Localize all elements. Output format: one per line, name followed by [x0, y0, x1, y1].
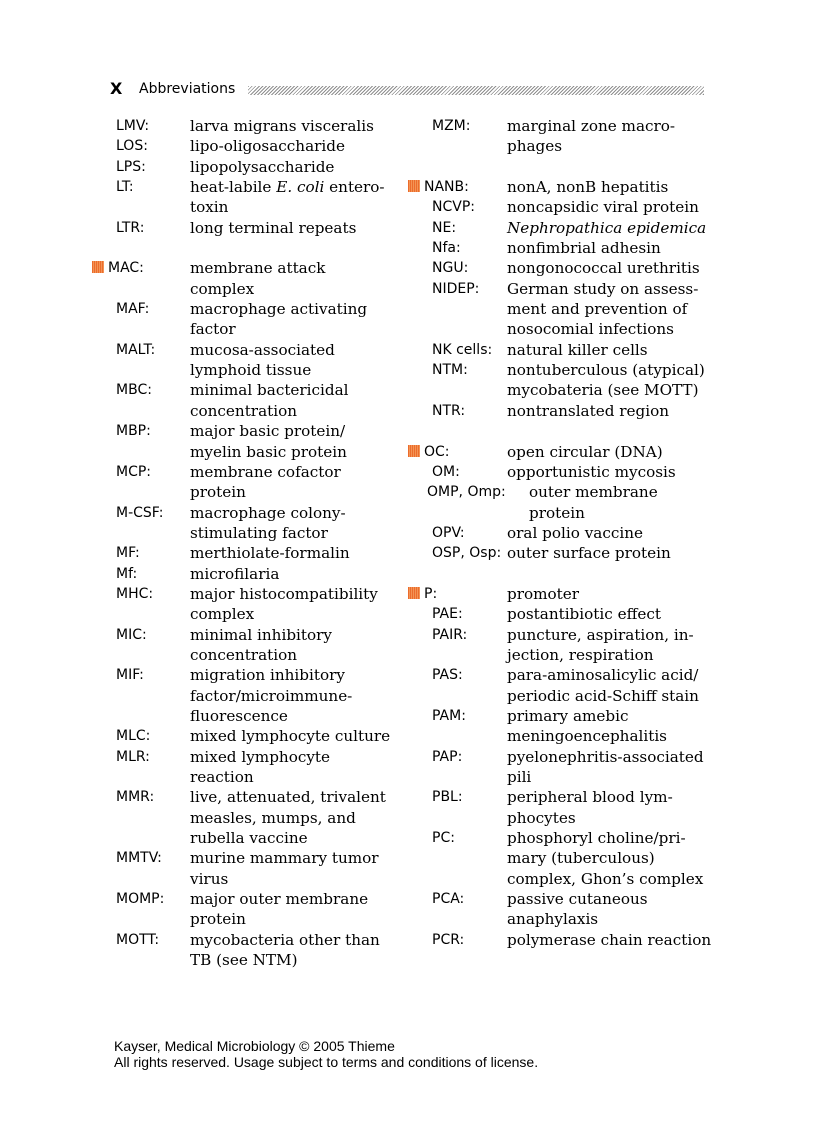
entry-om — [408, 462, 714, 482]
definition: live, attenuated, trivalent measles, mumps, and rubella vaccine — [190, 788, 386, 848]
left-column — [92, 116, 392, 970]
header-title: Abbreviations — [139, 81, 236, 97]
abbreviation: M-CSF: — [116, 504, 164, 521]
definition: promoter — [507, 584, 580, 603]
definition: German study on assess-ment and prevention of nosocomial infections — [507, 279, 699, 339]
definition: puncture, aspiration, in-jection, respiration — [507, 625, 694, 664]
entry-mac — [92, 258, 392, 299]
entry-nanb — [408, 177, 714, 197]
entry-mif — [92, 665, 392, 726]
abbreviation: MBP: — [116, 423, 151, 440]
footer-line-rights: All rights reserved. Usage subject to terms and conditions of license. — [114, 1054, 539, 1070]
definition: peripheral blood lym-phocytes — [507, 788, 673, 827]
abbreviation: MLC: — [116, 728, 151, 745]
definition: phosphoryl choline/pri-mary (tuberculous) complex, Ghon’s complex — [507, 829, 704, 888]
abbreviation — [408, 177, 469, 197]
abbreviation-text: OC: — [424, 443, 450, 460]
abbreviation: MMTV: — [116, 850, 162, 867]
abbreviation: MOMP: — [116, 891, 165, 908]
definition: membrane cofactor protein — [190, 462, 341, 502]
definition: lipopolysaccharide — [190, 157, 335, 176]
abbreviation: Nfa: — [432, 240, 461, 257]
abbreviation: LPS: — [116, 158, 146, 175]
definition: merthiolate-formalin — [190, 544, 350, 563]
definition: mixed lymphocyte reaction — [190, 747, 331, 786]
abbreviation: MAF: — [116, 301, 150, 318]
page-letter: X — [110, 79, 123, 98]
abbreviation: OMP, Omp: — [427, 484, 506, 501]
entry-pc — [408, 828, 714, 889]
abbreviation: NCVP: — [432, 199, 475, 216]
definition: outer membrane protein — [529, 483, 658, 522]
entry-ngu — [408, 258, 714, 278]
abbreviation: PAE: — [432, 606, 463, 623]
entry-los — [92, 136, 392, 156]
abbreviation: MLR: — [116, 748, 150, 765]
abbreviation: MBC: — [116, 382, 152, 399]
definition: open circular (DNA) — [507, 442, 663, 461]
definition: primary amebic meningoencephalitis — [507, 706, 667, 746]
abbreviation: PAS: — [432, 667, 463, 684]
abbreviation: MALT: — [116, 341, 156, 358]
section-marker-icon — [408, 180, 420, 192]
definition: minimal inhibitory concentration — [190, 625, 332, 664]
definition: natural killer cells — [507, 340, 648, 359]
abbreviation: NTR: — [432, 402, 466, 419]
definition: membrane attack complex — [190, 259, 326, 298]
definition: nonfimbrial adhesin — [507, 239, 661, 258]
definition: microfilaria — [190, 564, 280, 583]
abbreviation: PAM: — [432, 707, 466, 724]
abbreviation: MOTT: — [116, 931, 160, 948]
entry-mzm — [408, 116, 714, 157]
entry-mbc — [92, 380, 392, 421]
entry-ntr — [408, 401, 714, 421]
definition: long terminal repeats — [190, 218, 357, 237]
section-marker-icon — [92, 261, 104, 273]
running-header — [110, 80, 704, 100]
entry-ncvp — [408, 197, 714, 217]
entry-mmtv — [92, 848, 392, 889]
entry-pair — [408, 625, 714, 666]
abbreviation: Mf: — [116, 565, 138, 582]
right-column — [408, 116, 714, 950]
definition: major histocompatibility complex — [190, 584, 378, 624]
definition: murine mammary tumor virus — [190, 849, 379, 888]
definition-prefix: heat-labile — [190, 178, 277, 197]
definition: mycobacteria other than TB (see NTM) — [190, 930, 380, 970]
entry-pas — [408, 665, 714, 706]
definition: para-aminosalicylic acid/ periodic acid-Schiff stain — [507, 666, 699, 705]
definition: major outer membrane protein — [190, 890, 369, 929]
entry-pbl — [408, 787, 714, 828]
abbreviation: MZM: — [432, 118, 471, 134]
abbreviation — [92, 258, 144, 278]
entry-mf — [92, 543, 392, 563]
definition: passive cutaneous anaphylaxis — [507, 890, 648, 929]
abbreviation-text: NANB: — [424, 179, 469, 196]
entry-pcr — [408, 930, 714, 950]
abbreviation: MHC: — [116, 585, 154, 602]
definition: lipo-oligosaccharide — [190, 137, 345, 156]
definition: larva migrans visceralis — [190, 117, 374, 135]
entry-pap — [408, 747, 714, 788]
entry-mic — [92, 625, 392, 666]
entry-mlr — [92, 747, 392, 788]
abbreviation: PCA: — [432, 891, 465, 908]
entry-opv — [408, 523, 714, 543]
abbreviation: MMR: — [116, 789, 155, 806]
entry-p — [408, 584, 714, 604]
definition: migration inhibitory factor/microimmune-fluorescence — [190, 666, 353, 725]
definition: nonA, nonB hepatitis — [507, 178, 669, 197]
definition: major basic protein/ myelin basic protein — [190, 422, 347, 461]
definition: mucosa-associated lymphoid tissue — [190, 340, 335, 380]
definition: nontranslated region — [507, 401, 670, 420]
abbreviation — [408, 584, 437, 604]
entry-mhc — [92, 584, 392, 625]
entry-mott — [92, 930, 392, 971]
entry-m-csf — [92, 503, 392, 544]
abbreviation: MIC: — [116, 626, 147, 643]
abbreviation: NGU: — [432, 260, 469, 277]
entry-ltr — [92, 218, 392, 238]
definition: opportunistic mycosis — [507, 462, 676, 481]
abbreviation: LT: — [116, 179, 134, 196]
abbreviation-text: P: — [424, 585, 438, 602]
definition: postantibiotic effect — [507, 605, 661, 624]
abbreviation-text: MAC: — [108, 260, 144, 277]
abbreviation: OM: — [432, 463, 460, 480]
entry-mlc — [92, 726, 392, 746]
entry-malt — [92, 340, 392, 381]
abbreviation — [408, 442, 450, 462]
definition: oral polio vaccine — [507, 523, 643, 542]
entry-nidep — [408, 279, 714, 340]
definition-italic: E. coli — [276, 178, 325, 197]
copyright-footer — [114, 1038, 538, 1070]
definition: nongonococcal urethritis — [507, 259, 700, 278]
abbreviation: OSP, Osp: — [432, 545, 502, 562]
entry-pae — [408, 604, 714, 624]
definition: outer surface protein — [507, 544, 671, 563]
abbreviation: PAIR: — [432, 626, 468, 643]
entry-ne — [408, 218, 714, 238]
definition: Nephropathica epidemica — [507, 218, 707, 237]
abbreviation: PAP: — [432, 748, 463, 765]
footer-line-copyright: Kayser, Medical Microbiology © 2005 Thieme — [114, 1038, 395, 1054]
entry-omp — [408, 482, 714, 523]
definition: polymerase chain reaction — [507, 930, 712, 949]
entry-ntm — [408, 360, 714, 401]
definition: minimal bactericidal concentration — [190, 381, 349, 420]
entry-pam — [408, 706, 714, 747]
entry-lps — [92, 157, 392, 177]
entry-osp — [408, 543, 714, 563]
abbreviation: PCR: — [432, 931, 465, 948]
abbreviation: MIF: — [116, 667, 144, 684]
entry-pca — [408, 889, 714, 930]
entry-maf — [92, 299, 392, 340]
abbreviation: OPV: — [432, 524, 465, 541]
definition: pyelonephritis-associated pili — [507, 747, 704, 786]
abbreviation: NIDEP: — [432, 280, 480, 297]
abbreviation: PBL: — [432, 789, 463, 806]
abbreviation: NE: — [432, 219, 457, 236]
entry-nk-cells — [408, 340, 714, 360]
definition: macrophage colony-stimulating factor — [190, 503, 346, 542]
definition: macrophage activating factor — [190, 300, 368, 339]
entry-mmr — [92, 787, 392, 848]
definition: marginal zone macro-phages — [507, 117, 676, 156]
definition: mixed lymphocyte culture — [190, 727, 391, 746]
entry-oc — [408, 442, 714, 462]
definition-suffix: entero-toxin — [190, 178, 385, 217]
abbreviation: PC: — [432, 830, 455, 847]
abbreviation: MF: — [116, 545, 140, 562]
entry-lmv — [92, 116, 392, 136]
abbreviation: NK cells: — [432, 341, 493, 358]
definition: nontuberculous (atypical) mycobateria (see MOTT) — [507, 361, 705, 400]
entry-nfa — [408, 238, 714, 258]
definition: noncapsidic viral protein — [507, 198, 699, 217]
section-marker-icon — [408, 587, 420, 599]
section-marker-icon — [408, 445, 420, 457]
abbreviation: LOS: — [116, 138, 148, 155]
abbreviation: NTM: — [432, 362, 468, 379]
entry-momp — [92, 889, 392, 930]
entry-mcp — [92, 462, 392, 503]
header-rule — [248, 86, 704, 95]
entry-mf-microfilaria — [92, 564, 392, 584]
abbreviation: LTR: — [116, 219, 145, 236]
entry-mbp — [92, 421, 392, 462]
abbreviation: LMV: — [116, 118, 150, 134]
entry-lt — [92, 177, 392, 218]
abbreviation: MCP: — [116, 463, 152, 480]
